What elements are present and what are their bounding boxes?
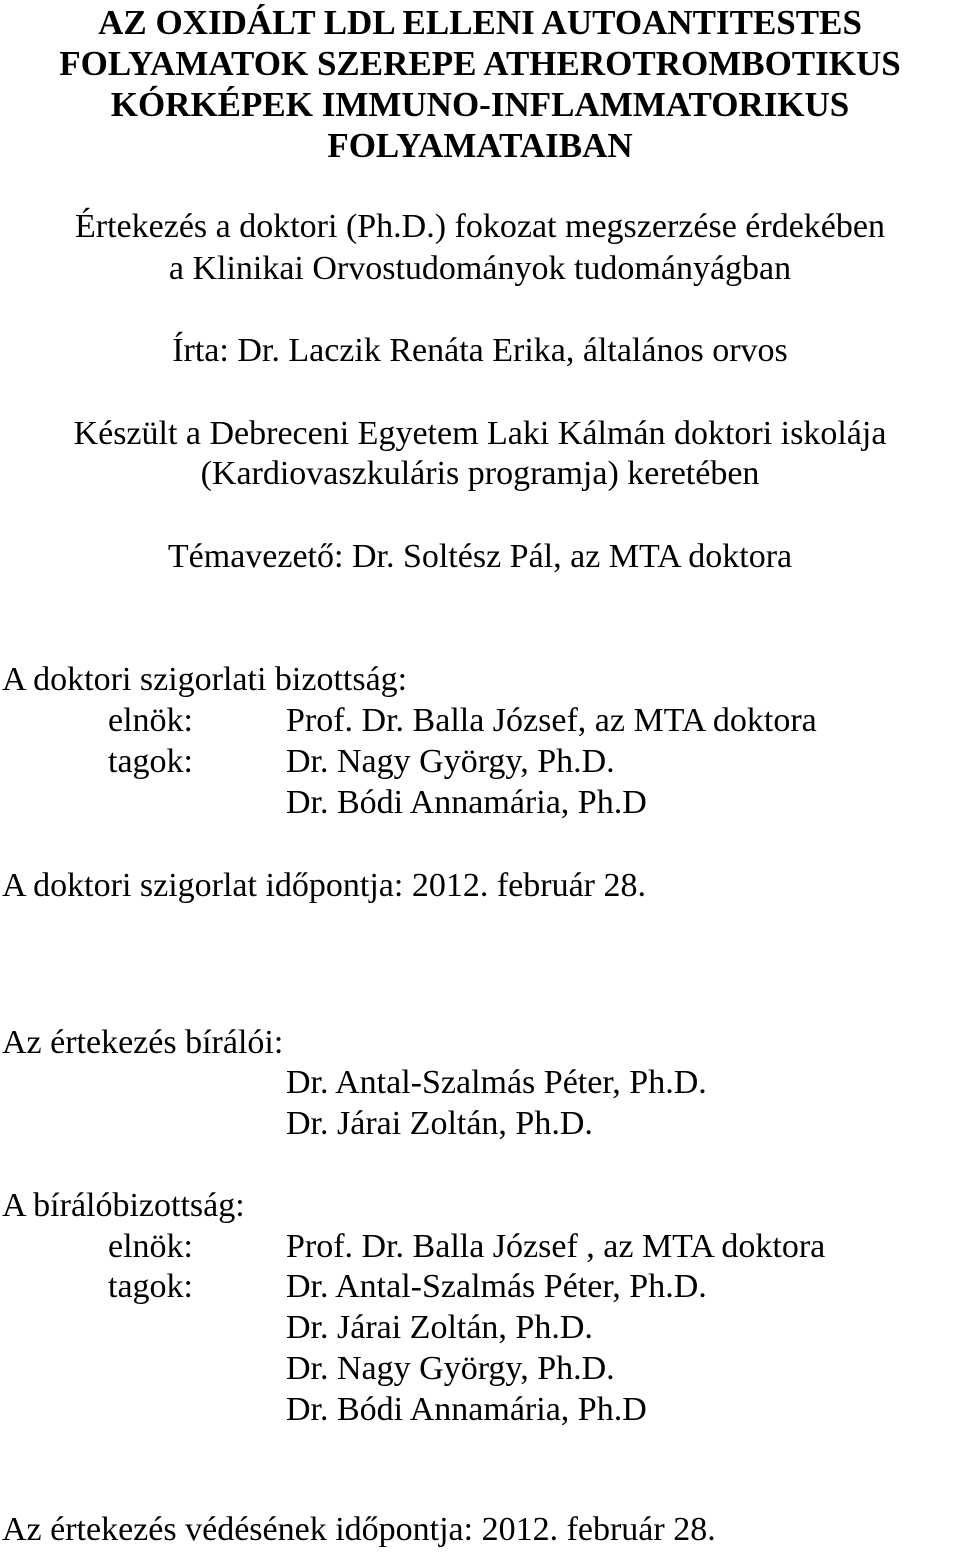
review-committee-chair-name: Prof. Dr. Balla József , az MTA doktora xyxy=(286,1228,826,1265)
reviewer-name: Dr. Járai Zoltán, Ph.D. xyxy=(286,1105,593,1142)
review-committee-chair-role: elnök: xyxy=(108,1228,193,1265)
institution-line-1: Készült a Debreceni Egyetem Laki Kálmán doktori iskolája xyxy=(73,415,887,452)
dissertation-line-1: Értekezés a doktori (Ph.D.) fokozat megszerzése érdekében xyxy=(75,208,885,245)
exam-committee-member: Dr. Nagy György, Ph.D. xyxy=(286,743,615,780)
exam-committee-member: Dr. Bódi Annamária, Ph.D xyxy=(286,784,647,821)
review-committee-member: Dr. Nagy György, Ph.D. xyxy=(286,1350,615,1387)
author-line: Írta: Dr. Laczik Renáta Erika, általános orvos xyxy=(172,332,788,369)
review-committee-member: Dr. Járai Zoltán, Ph.D. xyxy=(286,1309,593,1346)
reviewer-name: Dr. Antal-Szalmás Péter, Ph.D. xyxy=(286,1064,707,1101)
title-line-2: FOLYAMATOK SZEREPE ATHEROTROMBOTIKUS xyxy=(59,44,901,83)
thesis-title xyxy=(0,0,960,166)
title-line-4: FOLYAMATAIBAN xyxy=(327,126,633,165)
review-committee-heading: A bírálóbizottság: xyxy=(2,1187,245,1224)
title-line-3: KÓRKÉPEK IMMUNO-INFLAMMATORIKUS xyxy=(110,85,850,124)
reviewers-heading: Az értekezés bírálói: xyxy=(2,1024,284,1061)
review-committee-member: Dr. Bódi Annamária, Ph.D xyxy=(286,1391,647,1428)
exam-committee-heading: A doktori szigorlati bizottság: xyxy=(2,661,408,698)
exam-committee-chair-role: elnök: xyxy=(108,702,193,739)
exam-committee-members-role: tagok: xyxy=(108,743,193,780)
review-committee-members-role: tagok: xyxy=(108,1268,193,1305)
review-committee-member: Dr. Antal-Szalmás Péter, Ph.D. xyxy=(286,1268,707,1305)
supervisor-line: Témavezető: Dr. Soltész Pál, az MTA doktora xyxy=(167,538,793,575)
exam-committee-chair-name: Prof. Dr. Balla József, az MTA doktora xyxy=(286,702,817,739)
title-line-1: AZ OXIDÁLT LDL ELLENI AUTOANTITESTES xyxy=(98,3,862,42)
defense-date: Az értekezés védésének időpontja: 2012. február 28. xyxy=(2,1511,716,1548)
institution-line-2: (Kardiovaszkuláris programja) keretében xyxy=(200,455,760,492)
dissertation-line-2: a Klinikai Orvostudományok tudományágban xyxy=(168,250,792,287)
exam-date: A doktori szigorlat időpontja: 2012. február 28. xyxy=(2,867,646,904)
